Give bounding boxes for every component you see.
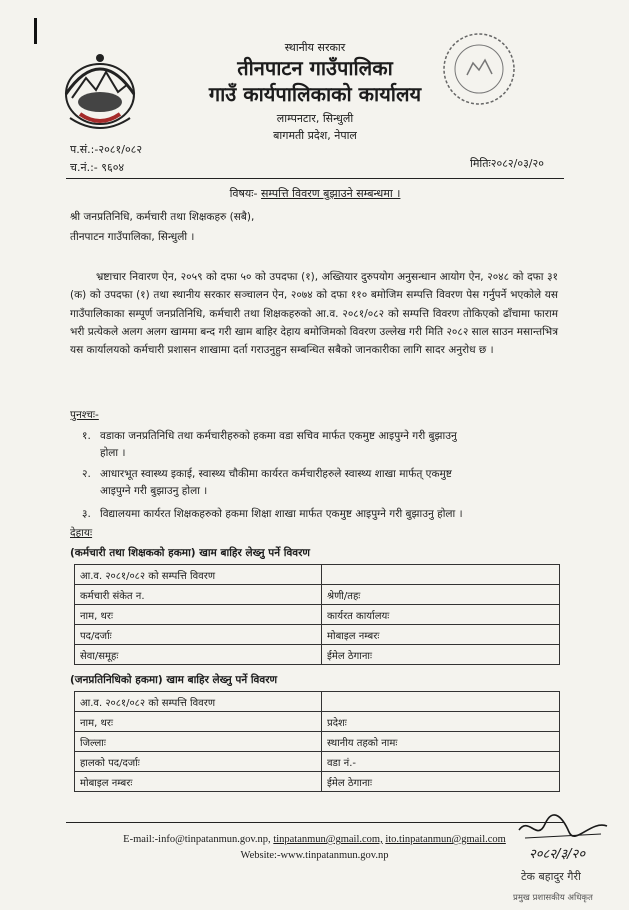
note-text: आधारभूत स्वास्थ्य इकाई, स्वास्थ्य चौकीमा कार्यरत कर्मचारीहरुले स्वास्थ्य शाखा मार्फत् एकमुष्ट [100, 468, 452, 480]
handwritten-signature [511, 812, 615, 910]
svg-text:टेक बहादुर गैरी: टेक बहादुर गैरी [521, 870, 581, 883]
pen-mark [34, 18, 37, 44]
note-continuation: होला । [100, 446, 126, 459]
table-cell: कार्यरत कार्यालयः [322, 605, 560, 625]
table-cell: ईमेल ठेगानाः [322, 645, 560, 665]
table-cell: मोबाइल नम्बरः [75, 772, 322, 792]
body-paragraph: भ्रष्टाचार निवारण ऐन, २०५९ को दफा ५० को उपदफा (१), अख्तियार दुरुपयोग अनुसन्धान आयोग ऐन, २०४८ को दफा ३१ (क) को उपदफा (१) तथा स्थानीय सरकार सञ्चालन ऐन, २०७४ को दफा ११० बमोजिम सम्पत्ति विवरण पेस गर्नुपर्ने भएकोले यस गाउँपालिकाका सम्पूर्ण जनप्रतिनिधि, कर्मचारी तथा शिक्षकहरुको आ.व. २०८१/०८२ को सम्पत्ति विवरण तोकिएको ढाँचामा फाराम भरी प्रत्येकले अलग अलग खाममा बन्द गरी खाम बाहिर देहाय बमोजिमको विवरण उल्लेख गरी मिति २०८२ साल साउन मसान्तभित्र यस कार्यालयको कर्मचारी प्रशासन शाखामा दर्ता गराउनुहुन सम्बन्धित सबैको जानकारीका लागि सादर अनुरोध छ । [70, 271, 558, 357]
table-row [75, 625, 560, 645]
subject-label: विषयः- [229, 187, 258, 200]
note-number: ३. [82, 508, 91, 520]
table-cell: नाम, थरः [75, 712, 322, 732]
office-province: बागमती प्रदेश, नेपाल [273, 129, 357, 142]
note-item-1 [82, 428, 554, 461]
table-cell [322, 565, 560, 585]
office-address: लाम्पनटार, सिन्धुली [276, 112, 354, 125]
table-row [75, 732, 560, 752]
form1-table [74, 564, 560, 665]
addressee-line-2: तीनपाटन गाउँपालिका, सिन्धुली । [70, 231, 195, 243]
table-row [75, 605, 560, 625]
table-cell: आ.व. २०८१/०८२ को सम्पत्ति विवरण [75, 692, 322, 712]
punashcha-label: पुनश्चः- [70, 409, 99, 421]
note-text: विद्यालयमा कार्यरत शिक्षकहरुको हकमा शिक्षा शाखा मार्फत एकमुष्ट आइपुग्ने गरी बुझाउनु होला । [100, 508, 463, 520]
footer-email-2[interactable]: tinpatanmun@gmail.com, [273, 834, 383, 845]
table-row [75, 772, 560, 792]
footer-website[interactable]: Website:-www.tinpatanmun.gov.np [240, 850, 389, 861]
table-cell: श्रेणी/तहः [322, 585, 560, 605]
subject-text: सम्पत्ति विवरण बुझाउने सम्बन्धमा । [260, 187, 401, 200]
table-cell: नाम, थरः [75, 605, 322, 625]
table-row [75, 692, 560, 712]
note-continuation: आइपुग्ने गरी बुझाउनु होला । [100, 484, 208, 497]
svg-text:२०८२/३/२०: २०८२/३/२० [529, 847, 586, 862]
table-row [75, 712, 560, 732]
table-cell [322, 692, 560, 712]
footer-email-3[interactable]: ito.tinpatanmun@gmail.com [385, 834, 506, 845]
table-cell: स्थानीय तहको नामः [322, 732, 560, 752]
table-cell: प्रदेशः [322, 712, 560, 732]
dispatch-number: च.नं.:- ९६०४ [70, 161, 125, 174]
table-cell: ईमेल ठेगानाः [322, 772, 560, 792]
footer-divider [66, 822, 564, 823]
footer-email-1: E-mail:-info@tinpatanmun.gov.np, [123, 834, 271, 845]
addressee-line-1: श्री जनप्रतिनिधि, कर्मचारी तथा शिक्षकहरु (सबै), [70, 211, 255, 223]
header-divider [66, 178, 564, 179]
table-cell: आ.व. २०८१/०८२ को सम्पत्ति विवरण [75, 565, 322, 585]
dehaya-label: देहायः [70, 527, 93, 539]
reference-number: प.सं.:-२०८१/०८२ [70, 143, 143, 156]
municipality-name: तीनपाटन गाउँपालिका [237, 56, 393, 80]
form2-table [74, 691, 560, 792]
note-item-3 [82, 506, 554, 523]
table-row [75, 585, 560, 605]
office-name: गाउँ कार्यपालिकाको कार्यालय [208, 82, 422, 106]
table-cell: जिल्लाः [75, 732, 322, 752]
table-row [75, 752, 560, 772]
table-cell: वडा नं.- [322, 752, 560, 772]
table-cell: कर्मचारी संकेत न. [75, 585, 322, 605]
note-text: वडाका जनप्रतिनिधि तथा कर्मचारीहरुको हकमा वडा सचिव मार्फत एकमुष्ट आइपुग्ने गरी बुझाउनु [100, 430, 457, 442]
table-cell: हालको पद/दर्जाः [75, 752, 322, 772]
note-number: १. [82, 430, 91, 442]
table-cell: सेवा/समूहः [75, 645, 322, 665]
form2-title: (जनप्रतिनिधिको हकमा) खाम बाहिर लेख्नु पर्ने विवरण [70, 674, 278, 686]
table-row [75, 645, 560, 665]
form1-title: (कर्मचारी तथा शिक्षकको हकमा) खाम बाहिर लेख्नु पर्ने विवरण [70, 547, 310, 559]
nepal-emblem-icon [52, 48, 148, 134]
svg-text:प्रमुख प्रशासकीय अधिकृत: प्रमुख प्रशासकीय अधिकृत [513, 893, 593, 903]
government-label: स्थानीय सरकार [284, 41, 346, 54]
table-cell: मोबाइल नम्बरः [322, 625, 560, 645]
note-number: २. [82, 468, 91, 480]
table-row [75, 565, 560, 585]
note-item-2 [82, 466, 554, 499]
letter-date: मितिः२०८२/०३/२० [470, 157, 544, 170]
subject-line [66, 186, 564, 201]
table-cell: पद/दर्जाः [75, 625, 322, 645]
